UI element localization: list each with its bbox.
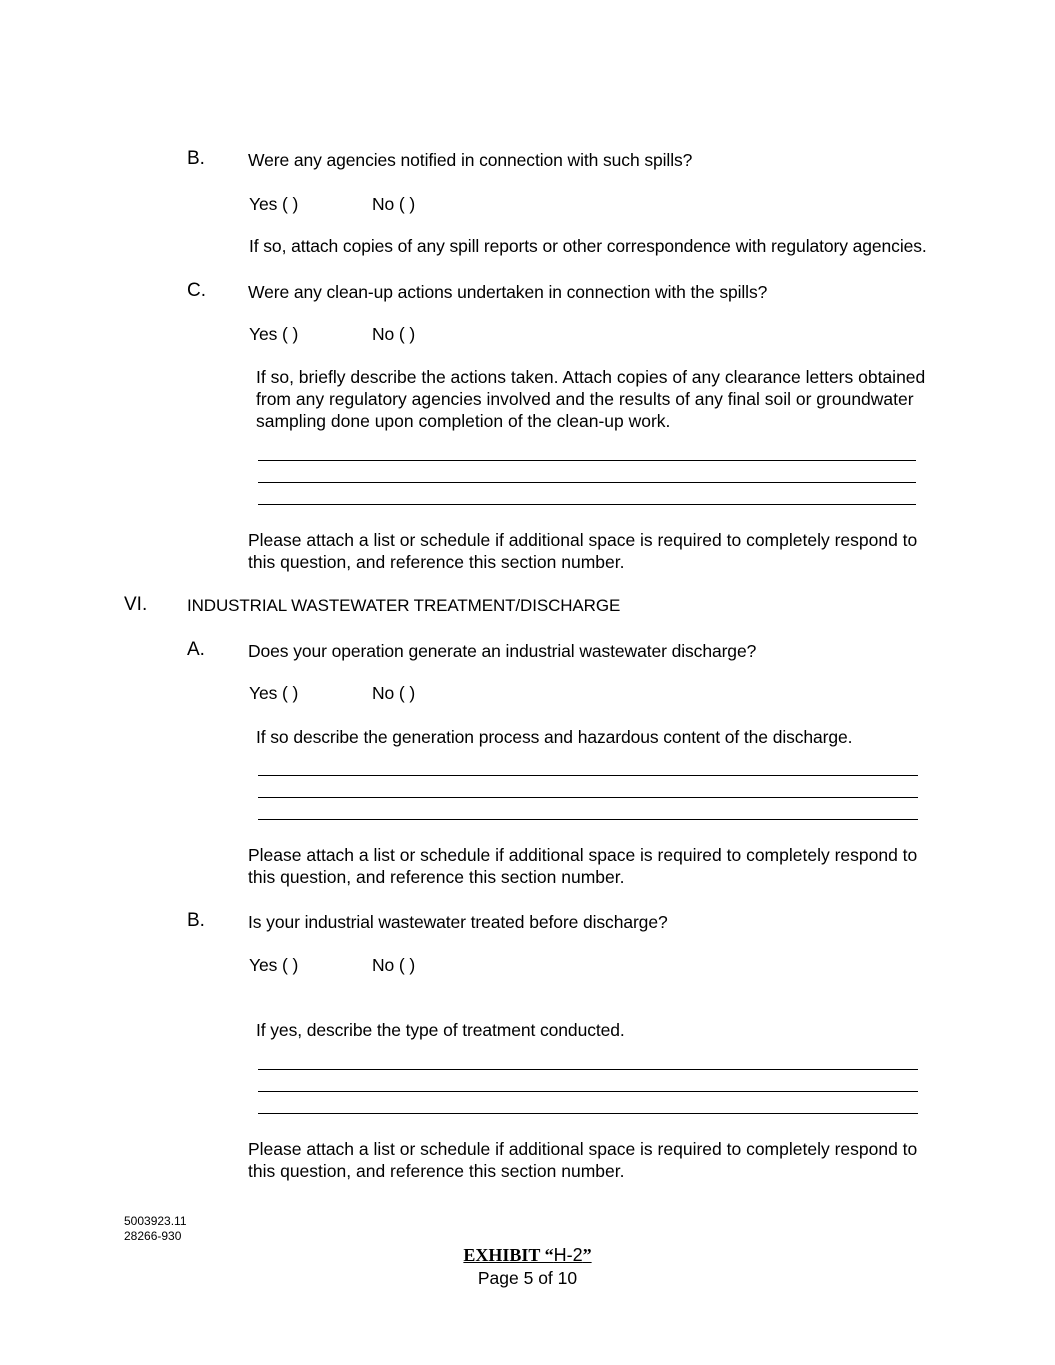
item-label-vi-b: B. xyxy=(187,910,205,931)
note-vi-b: If yes, describe the type of treatment conducted. xyxy=(256,1020,625,1040)
answer-line-vi-b-3[interactable] xyxy=(258,1113,918,1114)
attach-note-vi-a: Please attach a list or schedule if additional space is required to completely respond to this question, and reference this section number. xyxy=(248,845,918,887)
note-v-b: If so, attach copies of any spill reports or other correspondence with regulatory agencies. xyxy=(249,236,927,256)
answer-line-v-c-2[interactable] xyxy=(258,482,916,483)
exhibit-prefix: EXHIBIT “ xyxy=(463,1245,554,1265)
answer-line-vi-b-1[interactable] xyxy=(258,1069,918,1070)
no-checkbox-vi-b[interactable]: No ( ) xyxy=(372,955,416,975)
yes-checkbox-vi-a[interactable]: Yes ( ) xyxy=(249,683,299,703)
answer-line-vi-a-2[interactable] xyxy=(258,797,918,798)
attach-note-v-c: Please attach a list or schedule if additional space is required to completely respond to this question, and reference this section number. xyxy=(248,530,918,572)
section-title-vi: INDUSTRIAL WASTEWATER TREATMENT/DISCHARGE xyxy=(187,596,621,615)
item-label-v-c: C. xyxy=(187,280,206,301)
no-checkbox-v-c[interactable]: No ( ) xyxy=(372,324,416,344)
answer-line-v-c-3[interactable] xyxy=(258,504,916,505)
question-v-b: Were any agencies notified in connection with such spills? xyxy=(248,150,693,170)
answer-line-v-c-1[interactable] xyxy=(258,460,916,461)
answer-line-vi-a-3[interactable] xyxy=(258,819,918,820)
exhibit-number: H-2 xyxy=(553,1245,583,1265)
question-vi-a: Does your operation generate an industrial wastewater discharge? xyxy=(248,641,757,661)
question-vi-b: Is your industrial wastewater treated before discharge? xyxy=(248,912,668,932)
attach-note-vi-b: Please attach a list or schedule if additional space is required to completely respond to this question, and reference this section number. xyxy=(248,1139,918,1181)
yes-checkbox-vi-b[interactable]: Yes ( ) xyxy=(249,955,299,975)
no-checkbox-v-b[interactable]: No ( ) xyxy=(372,194,416,214)
document-id: 5003923.11 xyxy=(124,1214,187,1228)
section-number-vi: VI. xyxy=(124,594,148,615)
answer-line-vi-b-2[interactable] xyxy=(258,1091,918,1092)
matter-id: 28266-930 xyxy=(124,1229,182,1243)
yes-checkbox-v-b[interactable]: Yes ( ) xyxy=(249,194,299,214)
exhibit-suffix: ” xyxy=(582,1245,592,1265)
item-label-vi-a: A. xyxy=(187,639,205,660)
answer-line-vi-a-1[interactable] xyxy=(258,775,918,776)
yes-checkbox-v-c[interactable]: Yes ( ) xyxy=(249,324,299,344)
exhibit-label xyxy=(0,1245,1055,1266)
item-label-v-b: B. xyxy=(187,148,205,169)
note-v-c: If so, briefly describe the actions taken. Attach copies of any clearance letters obtained from any regulatory agencies involved and the results of any final soil or groundwater sampling done upon completion of the clean-up work. xyxy=(256,367,926,431)
note-vi-a: If so describe the generation process and hazardous content of the discharge. xyxy=(256,727,853,747)
no-checkbox-vi-a[interactable]: No ( ) xyxy=(372,683,416,703)
page-number: Page 5 of 10 xyxy=(477,1268,578,1288)
question-v-c: Were any clean-up actions undertaken in connection with the spills? xyxy=(248,282,768,302)
